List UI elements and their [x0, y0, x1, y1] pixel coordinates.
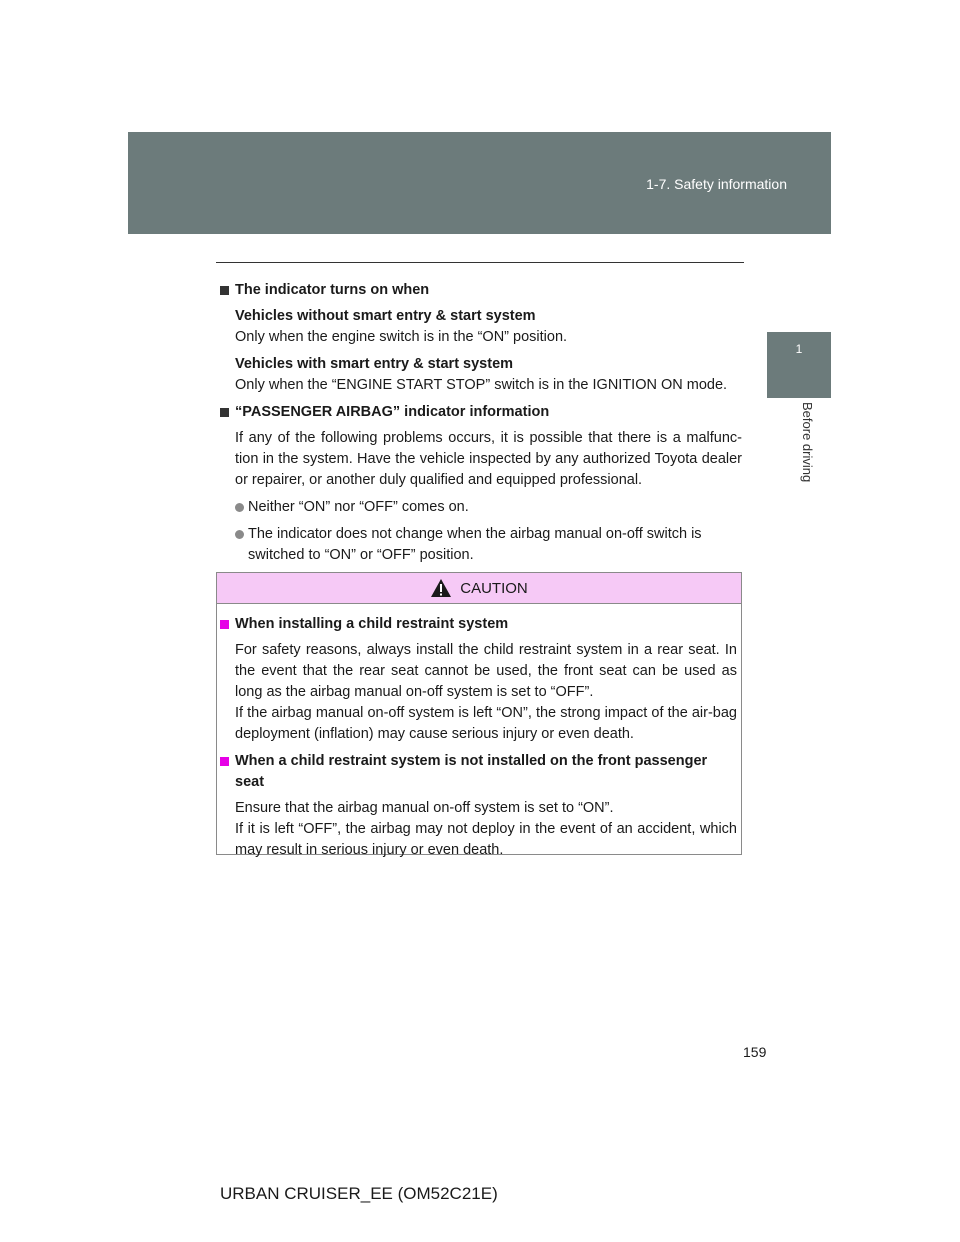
square-bullet-icon: [220, 620, 229, 629]
caution-header: [217, 573, 741, 604]
list-item-text: The indicator does not change when the airbag manual on-off switch is switched to “ON” or “OFF” position.: [248, 526, 702, 563]
round-bullet-icon: [235, 503, 244, 512]
chapter-title: Before driving: [800, 402, 815, 483]
list-item: [235, 524, 742, 566]
subheading-no-smart-entry: Vehicles without smart entry & start system: [235, 308, 536, 324]
chapter-number: 1: [795, 342, 803, 356]
indicator-heading: [220, 280, 742, 301]
airbag-heading: [220, 402, 742, 423]
list-item: [235, 497, 742, 518]
caution-item-heading: [220, 751, 737, 793]
list-item-text: Neither “ON” nor “OFF” comes on.: [248, 499, 469, 515]
subheading-smart-entry: Vehicles with smart entry & start system: [235, 356, 514, 372]
caution-text: If it is left “OFF”, the airbag may not deploy in the event of an accident, which may result in serious injury or even death.: [235, 821, 737, 858]
indicator-heading-text: The indicator turns on when: [235, 282, 430, 298]
caution-item-heading-text: When installing a child restraint system: [235, 616, 509, 632]
square-bullet-icon: [220, 408, 229, 417]
caution-text: Ensure that the airbag manual on-off system is set to “ON”.: [235, 800, 614, 816]
caution-paragraph: [235, 640, 737, 745]
warning-triangle-icon: [430, 578, 452, 598]
main-content: [220, 280, 742, 572]
divider: [216, 262, 744, 263]
airbag-heading-text: “PASSENGER AIRBAG” indicator information: [235, 404, 550, 420]
footer-code: URBAN CRUISER_EE (OM52C21E): [220, 1184, 498, 1203]
caution-text: If the airbag manual on-off system is left “ON”, the strong impact of the air-bag deployment (inflation) may cause serious injury or even death.: [235, 705, 737, 742]
paragraph-smart-entry: Only when the “ENGINE START STOP” switch is in the IGNITION ON mode.: [235, 377, 728, 393]
square-bullet-icon: [220, 286, 229, 295]
caution-text: For safety reasons, always install the child restraint system in a rear seat. In the event that the rear seat cannot be used, the front seat can be used as long as the airbag manual on-off system is set to “OFF”.: [235, 642, 737, 700]
round-bullet-icon: [235, 530, 244, 539]
chapter-tab: [767, 332, 831, 398]
paragraph-no-smart-entry: Only when the engine switch is in the “ON” position.: [235, 329, 568, 345]
caution-box: [216, 572, 742, 858]
caution-title: CAUTION: [460, 579, 528, 597]
caution-item-heading: [220, 614, 737, 635]
caution-paragraph: [235, 798, 737, 861]
section-title: 1-7. Safety information: [646, 176, 787, 192]
caution-item-heading-text: When a child restraint system is not installed on the front passenger seat: [235, 753, 708, 790]
airbag-intro: If any of the following problems occurs, it is possible that there is a malfunc-tion in the system. Have the vehicle inspected by any authorized Toyota dealer or repairer, or another duly qualified and equipped professional.: [235, 430, 742, 488]
square-bullet-icon: [220, 757, 229, 766]
header-band: [128, 132, 831, 234]
page-number: 159: [743, 1044, 767, 1060]
